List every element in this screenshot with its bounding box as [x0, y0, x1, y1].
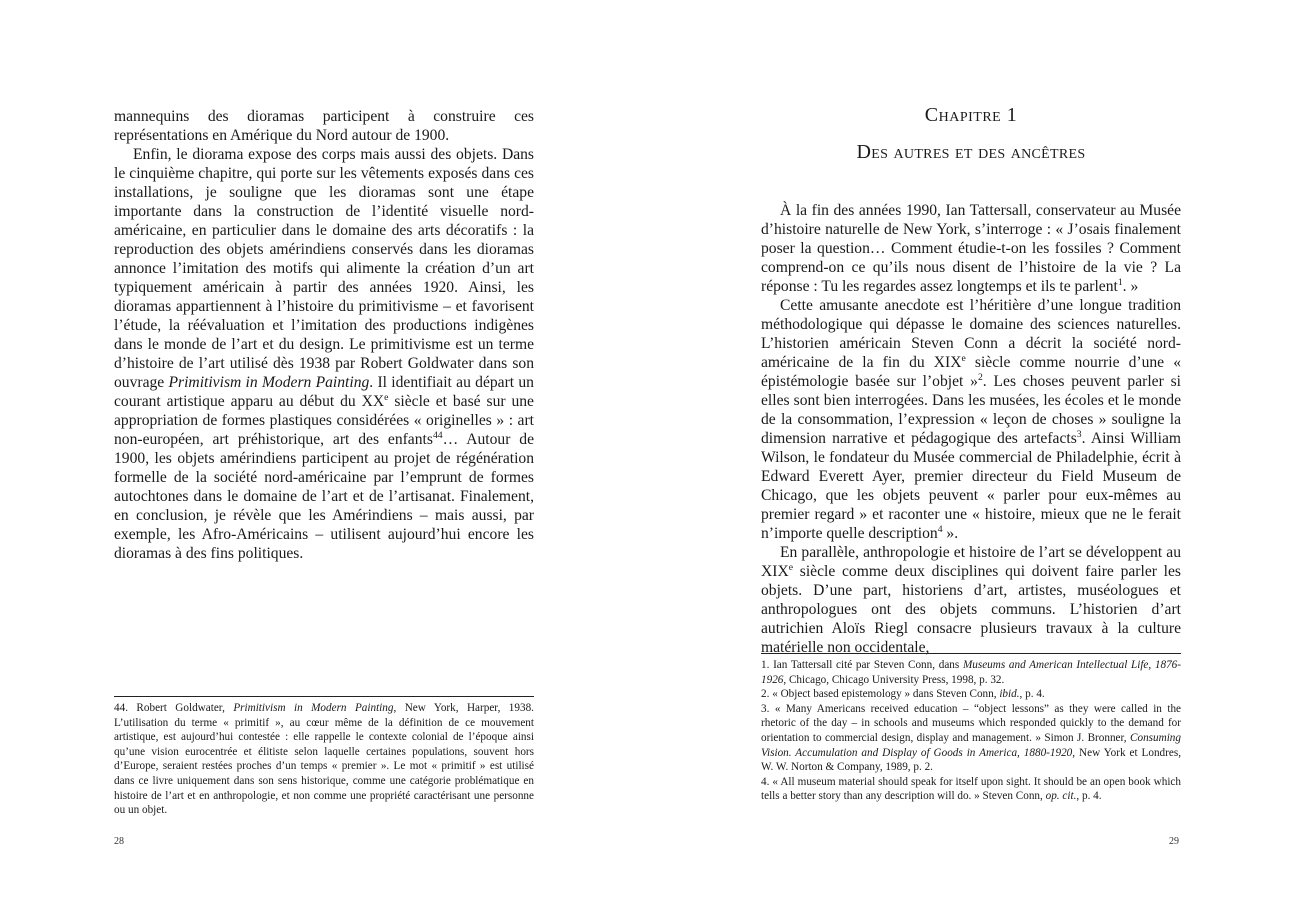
text-run: , Chicago, Chicago University Press, 1998, p. 32. [783, 673, 1005, 686]
paragraph [761, 543, 1181, 657]
text-run: 2. « Object based epistemology » dans Steven Conn, [761, 688, 1000, 701]
superscript: 2 [977, 371, 983, 383]
left-footnotes [114, 696, 534, 818]
right-footnotes [761, 653, 1181, 804]
italic-text: op. cit. [1045, 790, 1077, 803]
italic-text: Primitivism in Modern Painting [168, 374, 370, 391]
text-run: siècle et basé sur une appropriation de formes plastiques considérées « originelles » : art non-européen, art préhistorique, art des enfants [114, 393, 534, 448]
paragraph [114, 145, 534, 563]
text-run: , New York, Harper, 1938. L’utilisation du terme « primitif », au cœur même de la définition de ce mouvement artistique, est aujourd’hui contestée : elle rappelle le contexte colonial de l’époque ainsi qu’une vision eurocentrée et élitiste selon laquelle certaines populations, souvent hors d’Europe, seraient restées proches d’un temps « premier ». Le mot « primitif » est utilisé dans ce livre uniquement dans son sens historique, comme une catégorie problématique en histoire de l’art et en anthropologie, et non comme une propriété caractérisant une personne ou un objet. [114, 702, 534, 817]
page-number-right: 29 [1169, 836, 1179, 847]
superscript: 4 [937, 523, 943, 535]
text-run: Enfin, le diorama expose des corps mais aussi des objets. Dans le cinquième chapitre, qui porte sur les vêtements exposés dans ces installations, je souligne que les dioramas sont une étape importante dans la construction de l’identité visuelle nord-américaine, en particulier dans le domaine des arts décoratifs : la reproduction des objets amérindiens conservés dans les dioramas annonce l’imitation des motifs qui alimente la création d’un art typiquement américain à partir des années 1920. Ainsi, les dioramas appartiennent à l’histoire du primitivisme – et favorisent l’étude, la réévaluation et l’imitation des productions indigènes dans le monde de l’art et du design. Le primitivisme est un terme d’histoire de l’art utilisé dès 1938 par Robert Goldwater dans son ouvrage [114, 146, 534, 391]
chapter-title: Des autres et des ancêtres [856, 141, 1086, 163]
text-run: ». [942, 525, 959, 542]
footnote [114, 701, 534, 818]
italic-text: Primitivism in Modern Painting [233, 702, 394, 714]
footnote [761, 775, 1181, 804]
text-run: siècle comme deux disciplines qui doivent faire parler les objets. D’une part, historiens d’art, artistes, muséologues et anthropologues ont des objets communs. L’historien d’art autrichien Aloïs Riegl consacre plusieurs travaux à la culture matérielle non occidentale, [761, 563, 1181, 656]
text-run: mannequins des dioramas participent à construire ces représentations en Amérique du Nord autour de 1900. [114, 108, 534, 144]
page-number-left: 28 [114, 836, 124, 847]
text-run: , p. 4. [1019, 688, 1045, 701]
superscript: e [788, 561, 794, 573]
footnote [761, 687, 1181, 702]
paragraph [761, 296, 1181, 543]
footnote [761, 658, 1181, 687]
superscript: e [961, 352, 966, 364]
text-run: . Ainsi William Wilson, le fondateur du Musée commercial de Philadelphie, écrit à Edward Everett Ayer, premier directeur du Field Museum de Chicago, que les objets peuvent « parler pour eux-mêmes au premier regard » et raconter une « histoire, mieux que ne le ferait n’importe quelle description [761, 430, 1182, 542]
text-run: Cette amusante anecdote est l’héritière d’une longue tradition méthodologique qui dépasse le domaine des sciences naturelles. L’historien américain Steven Conn a décrit la société nord-américaine de la fin du XIX [761, 297, 1181, 371]
italic-text: Museums and American Intellectual Life, 1876-1926 [761, 659, 1181, 686]
paragraph [114, 107, 534, 145]
text-run: . Il identifiait au départ un courant artistique apparu au début du XX [114, 374, 534, 410]
text-run: siècle comme nourrie d’une « épistémologie basée sur l’objet » [761, 354, 1181, 390]
text-run: 44. Robert Goldwater, [114, 702, 234, 714]
paragraph [761, 201, 1181, 296]
left-body-text [114, 107, 534, 563]
footnote [761, 702, 1181, 775]
text-run: , p. 4. [1076, 790, 1102, 803]
superscript: 1 [1117, 276, 1123, 288]
text-run: 1. Ian Tattersall cité par Steven Conn, dans [761, 659, 963, 671]
superscript: 3 [1076, 428, 1082, 440]
text-run: À la fin des années 1990, Ian Tattersall, conservateur au Musée d’histoire naturelle de New York, s’interroge : « J’osais finalement poser la question… Comment étudie-t-on les fossiles ? Comment comprend-on ce qu’ils nous disent de l’histoire de la vie ? La réponse : Tu les regardes assez longtemps et ils te parlent [761, 202, 1181, 295]
chapter-number: Chapitre 1 [924, 104, 1018, 126]
text-run: , New York et Londres, W. W. Norton & Company, 1989, p. 2. [761, 746, 1181, 774]
right-body-text [761, 201, 1181, 657]
superscript: 44 [432, 429, 443, 441]
right-page [647, 0, 1294, 913]
text-run: 3. « Many Americans received education – “object lessons” as they were called in the rhetoric of the day – in schools and museums which responded quickly to the demand for orientation to commercial design, display and management. » Simon J. Bronner, [761, 702, 1181, 744]
text-run: 4. « All museum material should speak for itself upon sight. It should be an open book which tells a better story than any description will do. » Steven Conn, [761, 775, 1181, 803]
text-run: . » [1122, 278, 1139, 295]
italic-text: Consuming Vision. Accumulation and Display of Goods in America, 1880-1920 [761, 731, 1181, 759]
superscript: e [384, 391, 389, 403]
text-run: En parallèle, anthropologie et histoire de l’art se développent au XIX [761, 544, 1181, 580]
text-run: . Les choses peuvent parler si elles sont bien interrogées. Dans les musées, les écoles et le monde de la consommation, l’expression « leçon de choses » souligne la dimension narrative et pédagogique des artefacts [761, 373, 1181, 447]
text-run: … Autour de 1900, les objets amérindiens participent au projet de régénération formelle de la société nord-américaine par l’emprunt de formes autochtones dans le domaine de l’art et de l’artisanat. Finalement, en conclusion, je révèle que les Amérindiens – mais aussi, par exemple, les Afro-Américains – utilisent aujourd’hui encore les dioramas à des fins politiques. [114, 431, 534, 562]
italic-text: ibid. [999, 688, 1020, 701]
